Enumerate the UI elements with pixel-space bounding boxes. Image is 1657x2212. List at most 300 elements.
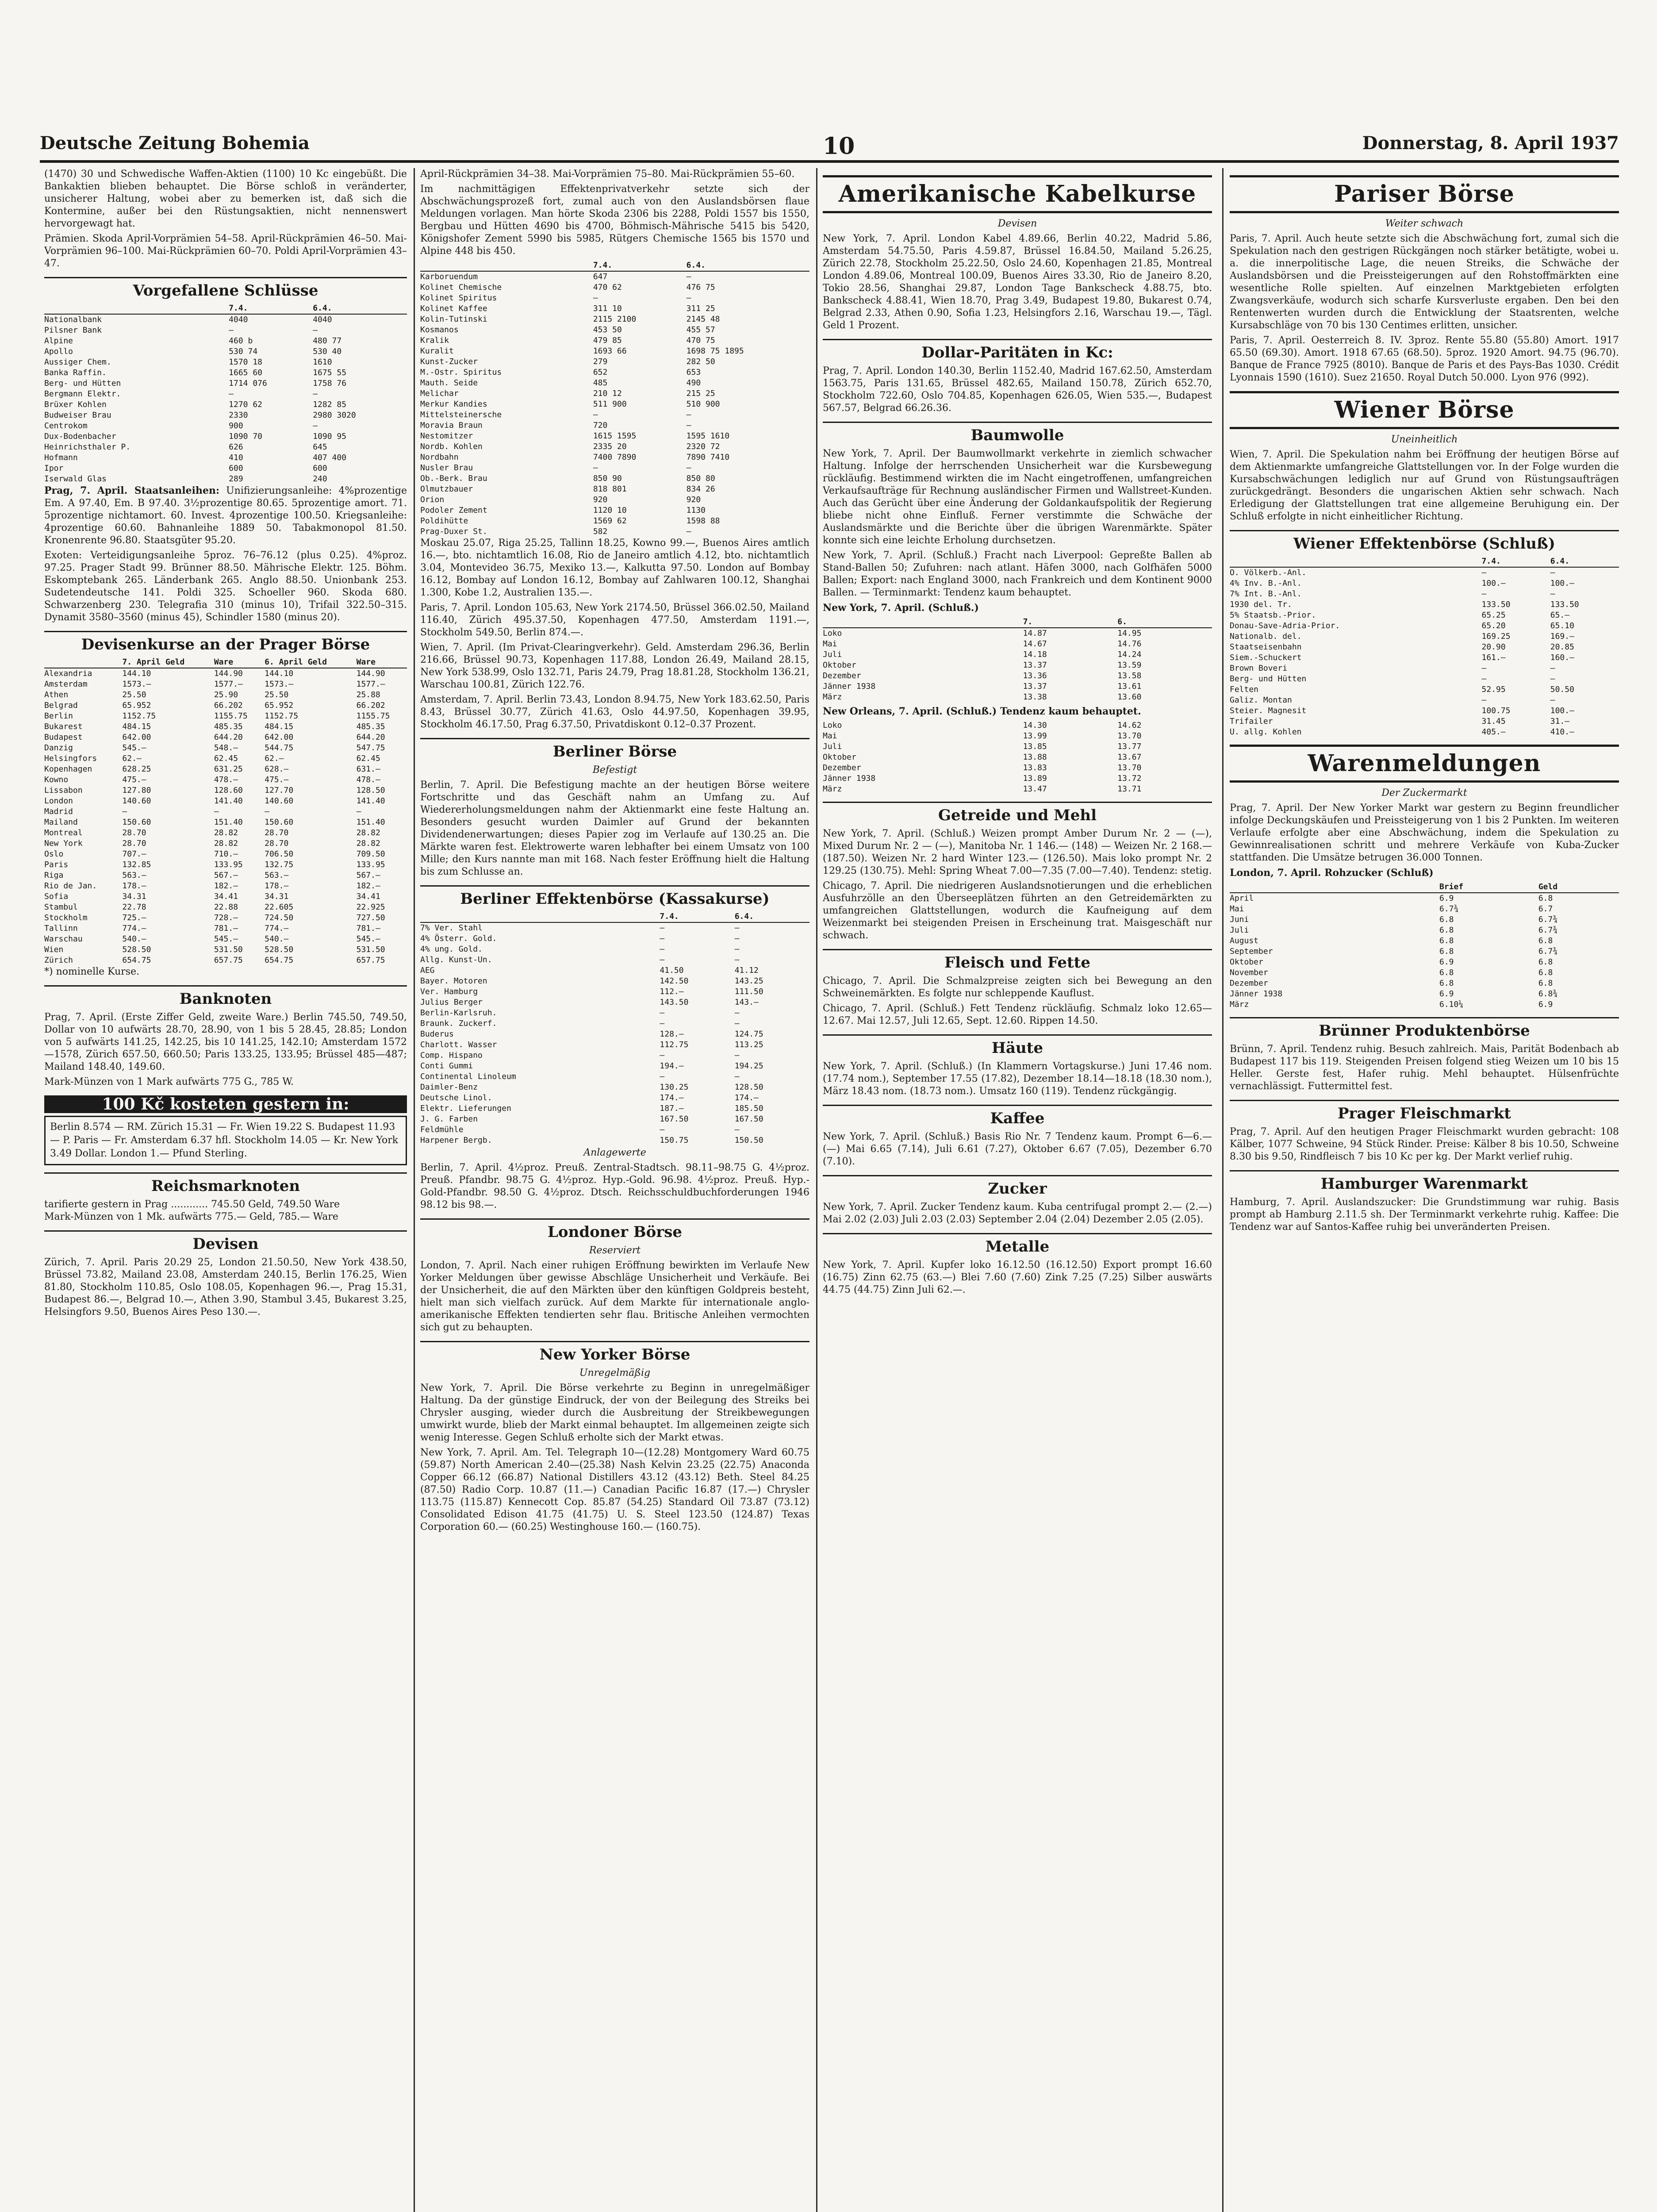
table-cell: 470 62 (593, 283, 622, 292)
table-row (1230, 957, 1619, 968)
table-row (420, 1029, 809, 1040)
table-cell: 62.45 (214, 754, 238, 763)
table-row (420, 388, 809, 399)
table-row (823, 628, 1212, 639)
section-title: Dollar-Paritäten in Kc: (823, 339, 1212, 362)
effekten-table (420, 911, 809, 1146)
table-cell: 548.— (214, 743, 238, 753)
wien-stock-table (1230, 556, 1619, 737)
neworleans-table (823, 720, 1212, 795)
table-cell: Kolin-Tutinski (420, 315, 487, 324)
table-cell: 13.61 (1117, 682, 1142, 691)
table-cell: 65.952 (265, 701, 294, 710)
table-cell: 1155.75 (214, 711, 248, 721)
table-cell: 460 b (229, 336, 253, 346)
table-row (1230, 631, 1619, 642)
article-text: Hamburg, 7. April. Auslandszucker: Die Grundstimmung war ruhig. Basis prompt ab Hamburg 2.11.5 sh. Der Terminmarkt verkehrte ruhig. Kaffee: Die Tendenz war auf Santos-Kaffee ruhig bei unveränderten Preisen. (1230, 1197, 1619, 1233)
table-row (1230, 706, 1619, 716)
section-title: Wiener Effektenbörse (Schluß) (1230, 530, 1619, 553)
table-cell: 600 (313, 464, 327, 473)
table-cell: 1714 076 (229, 379, 267, 388)
table-cell: Alpine (44, 336, 73, 346)
table-cell: Apollo (44, 347, 73, 356)
table-row (823, 681, 1212, 692)
table-cell: Jänner 1938 (1230, 989, 1283, 998)
table-cell: 707.— (122, 849, 146, 859)
table-row (44, 668, 407, 679)
table-cell: 510 900 (686, 399, 720, 409)
table-cell: 478.— (214, 775, 238, 784)
table-cell: 160.— (1550, 653, 1574, 662)
table-cell: Buderus (420, 1029, 454, 1039)
table-cell: 628.25 (122, 764, 151, 774)
table-row (44, 828, 407, 838)
table-row (420, 933, 809, 944)
table-cell: 128.60 (214, 786, 243, 795)
table-cell: Sofia (44, 892, 69, 901)
table-cell: 657.75 (214, 956, 243, 965)
table-cell: 7% Ver. Stahl (420, 923, 483, 933)
table-row (1230, 999, 1619, 1010)
table-cell: 407 400 (313, 453, 347, 462)
table-cell: Siem.-Schuckert (1230, 653, 1302, 662)
table-cell: 657.75 (356, 956, 385, 965)
table-cell: 34.41 (356, 892, 380, 901)
table-cell: 132.85 (122, 860, 151, 869)
table-row (823, 731, 1212, 741)
table-cell: 563.— (265, 871, 289, 880)
table-cell: 631.— (356, 764, 380, 774)
table-cell: — (1481, 695, 1487, 705)
table-row (44, 817, 407, 828)
table-cell: 1573.— (265, 680, 294, 689)
table-cell: 834 26 (686, 484, 715, 494)
table-row (420, 1050, 809, 1061)
table-cell: — (734, 945, 740, 954)
column-header (823, 617, 1023, 628)
table-cell: 169.25 (1481, 632, 1511, 641)
column-1 (44, 168, 407, 2212)
table-cell: 600 (229, 464, 243, 473)
table-cell: — (1550, 664, 1555, 673)
table-cell: 1090 70 (229, 432, 262, 441)
table-row (44, 357, 407, 368)
table-cell: 455 57 (686, 325, 715, 334)
table-cell: 2115 2100 (593, 315, 637, 324)
table-cell: 6.8 (1439, 968, 1454, 977)
table-cell: Heinrichsthaler P. (44, 442, 131, 452)
table-cell: 133.50 (1481, 600, 1511, 609)
table-cell: Juli (823, 742, 842, 751)
table-cell: 14.95 (1117, 629, 1142, 638)
table-cell: 410 (229, 453, 243, 462)
table-cell: 480 77 (313, 336, 342, 346)
table-cell: Kowno (44, 775, 69, 784)
table-cell: 7% Int. B.-Anl. (1230, 589, 1302, 599)
table-row (44, 775, 407, 785)
table-cell: 1595 1610 (686, 431, 730, 441)
table-cell: 22.88 (214, 902, 238, 912)
table-cell: 13.77 (1117, 742, 1142, 751)
table-cell: Bergmann Elektr. (44, 389, 121, 399)
table-cell: 182.— (356, 881, 380, 891)
table-cell: 28.82 (214, 828, 238, 837)
table-cell: 626 (229, 442, 243, 452)
table-header-row (44, 657, 407, 668)
table-cell: 1693 66 (593, 346, 627, 356)
table-cell: Berlin (44, 711, 73, 721)
table-cell: Jänner 1938 (823, 682, 876, 691)
table-cell: 563.— (122, 871, 146, 880)
table-cell: 920 (593, 495, 608, 504)
table-row (1230, 893, 1619, 904)
table-cell: Comp. Hispano (420, 1051, 483, 1060)
table-cell: Montreal (44, 828, 83, 837)
table-cell: 25.88 (356, 690, 380, 699)
table-cell: 14.67 (1023, 639, 1047, 649)
table-cell: 34.41 (214, 892, 238, 901)
table-cell: New York (44, 839, 83, 848)
table-cell: 476 75 (686, 283, 715, 292)
table-row (1230, 599, 1619, 610)
table-cell: — (265, 807, 270, 816)
table-cell: 2330 (229, 411, 248, 420)
article-text: New York, 7. April. London Kabel 4.89.66, Berlin 40.22, Madrid 5.86, Amsterdam 54.75.50, Paris 4.59.87, Brüssel 16.84.50, Mailand 5.26.25, Zürich 22.78, Stockholm 25.22.50, Oslo 24.60, Kopenhagen 21.85, Montreal London 4.89.06, Montreal 100.09, Buenos Aires 33.30, Rio de Janeiro 8.20, Tokio 28.56, Shanghai 29.87, London Tage Bankscheck 4.88.75, bto. Bankscheck 4.88.41, Wien 18.70, Prag 3.49, Budapest 19.80, Bukarest 0.74, Belgrad 2.33, Athen 0.90, Sofia 1.23, Helsingfors 2.16, Warschau 19.—, Tägl. Geld 1 Prozent. (823, 233, 1212, 331)
table-cell: 475.— (265, 775, 289, 784)
table-cell: 279 (593, 357, 608, 366)
table-cell: 1090 95 (313, 432, 347, 441)
table-cell: Danzig (44, 743, 73, 753)
table-cell: 34.31 (122, 892, 146, 901)
devisen-table (44, 657, 407, 966)
table-cell: 2335 20 (593, 442, 627, 451)
section-subtitle: Anlagewerte (583, 1147, 646, 1158)
table-cell: 150.75 (660, 1136, 689, 1145)
table-cell: 182.— (214, 881, 238, 891)
table-cell: 22.925 (356, 902, 385, 912)
table-cell: 133.95 (356, 860, 385, 869)
section-subtitle: Der Zuckermarkt (1381, 787, 1467, 799)
table-cell: Kolinet Spiritus (420, 293, 497, 303)
table-cell: 1155.75 (356, 711, 390, 721)
table-cell: 124.75 (734, 1029, 763, 1039)
table-cell: Trifailer (1230, 717, 1273, 726)
column-header: Ware (357, 657, 407, 668)
table-row (44, 870, 407, 881)
table-cell: 127.70 (265, 786, 294, 795)
table-cell: 547.75 (356, 743, 385, 753)
table-cell: 13.99 (1023, 731, 1047, 741)
table-row (420, 1114, 809, 1125)
article-text: New York, 7. April. (Schluß.) Fracht nach Liverpool: Gepreßte Ballen ab Stand-Ballen 50; Zufuhren: nach atlant. Häfen 3000, nach Golfhäfen 5000 Ballen; Export: nach England 3000, nach Frankreich und dem Kontinent 9000 Ballen. — Terminmarkt: Tendenz kaum behauptet. (823, 550, 1212, 598)
table-cell: Kosmanos (420, 325, 459, 334)
article-text: New York, 7. April. Kupfer loko 16.12.50 (16.12.50) Export prompt 16.60 (16.75) Zinn 62.75 (63.—) Blei 7.60 (7.60) Zink 7.25 (7.25) Silber auswärts 44.75 (44.75) Zinn Juli 62.—. (823, 1260, 1212, 1295)
table-cell: 6.8 (1538, 968, 1553, 977)
section-title: Häute (823, 1034, 1212, 1058)
section-title: Berliner Effektenbörse (Kassakurse) (420, 885, 809, 909)
table-cell: 65.20 (1481, 621, 1506, 630)
article-text: New York, 7. April. (Schluß.) (In Klammern Vortagskurse.) Juni 17.46 nom. (17.74 nom.), September 17.55 (17.82), Dezember 18.14—18.18 (18.30 nom.), März 18.43 nom. (18.73 nom.). Umsatz 160 (119). Tendenz rückgängig. (823, 1061, 1212, 1097)
table-cell: 41.50 (660, 966, 684, 975)
table-cell: — (214, 807, 219, 816)
table-cell: 112.— (660, 987, 684, 996)
table-cell: 6.7¾ (1538, 926, 1558, 935)
table-cell: 1270 62 (229, 400, 262, 409)
article-text (44, 484, 407, 547)
table-row (420, 922, 809, 933)
table-cell: 1698 75 1895 (686, 346, 744, 356)
table-cell: 13.83 (1023, 763, 1047, 772)
table-cell: — (734, 1008, 740, 1018)
table-cell: Budapest (44, 733, 83, 742)
table-row (44, 923, 407, 934)
table-header-row (44, 303, 407, 314)
table-cell: 178.— (265, 881, 289, 891)
section-title: Banknoten (44, 985, 407, 1009)
table-cell: 25.50 (265, 690, 289, 699)
table-cell: 13.71 (1117, 784, 1142, 794)
table-row (44, 753, 407, 764)
article-text: Chicago, 7. April. (Schluß.) Fett Tendenz rückläufig. Schmalz loko 12.65—12.67. Mai 12.57, Juli 12.65, Sept. 12.60. Rippen 14.50. (823, 1003, 1212, 1026)
table-row (420, 282, 809, 293)
table-cell: Dux-Bodenbacher (44, 432, 116, 441)
table-cell: Berg- und Hütten (1230, 674, 1307, 684)
table-cell: 100.— (1550, 579, 1574, 588)
table-cell: 654.75 (265, 956, 294, 965)
table-cell: 1615 1595 (593, 431, 637, 441)
table-cell: 167.50 (660, 1114, 689, 1124)
table-cell: 13.70 (1117, 731, 1142, 741)
table-cell: — (313, 326, 318, 335)
table-cell: 34.31 (265, 892, 289, 901)
table-cell: 28.70 (122, 828, 146, 837)
table-cell: Brown Boveri (1230, 664, 1288, 673)
table-row (420, 452, 809, 463)
table-cell: 65.— (1550, 611, 1570, 620)
table-cell: 13.60 (1117, 692, 1142, 702)
table-cell: 1577.— (214, 680, 243, 689)
table-cell: Juni (1230, 915, 1249, 924)
table-cell: 531.50 (214, 945, 243, 954)
table-cell: 2980 3020 (313, 411, 356, 420)
table-cell: 781.— (214, 924, 238, 933)
table-cell: Paris (44, 860, 69, 869)
table-cell: 540.— (265, 934, 289, 944)
table-cell: 141.40 (356, 796, 385, 806)
table-row (44, 325, 407, 336)
table-cell: — (734, 1125, 740, 1134)
table-row (1230, 968, 1619, 978)
table-cell: 644.20 (356, 733, 385, 742)
box-title: 100 Kč kosteten gestern in: (44, 1095, 407, 1113)
table-cell: 652 (593, 368, 608, 377)
section-title: Zucker (823, 1175, 1212, 1198)
table-cell: März (823, 692, 842, 702)
article-text: New York, 7. April. Am. Tel. Telegraph 10—(12.28) Montgomery Ward 60.75 (59.87) North American 2.40—(25.38) Nash Kelvin 23.25 (22.75) Anaconda Copper 66.12 (66.87) National Distillers 43.12 (43.12) Beth. Steel 84.25 (87.50) Radio Corp. 10.87 (11.—) Canadian Pacific 16.87 (17.—) Chrysler 113.75 (115.87) Kennecott Cop. 85.87 (54.25) Standard Oil 73.87 (73.12) Consolidated Edison 41.75 (41.75) U. S. Steel 123.50 (124.87) Texas Corporation 60.— (60.25) Westinghouse 160.— (160.75). (420, 1447, 809, 1532)
column-header: 6. April Geld (265, 657, 356, 668)
table-row (1230, 936, 1619, 946)
table-row (420, 955, 809, 965)
section-title: Wiener Börse (1230, 391, 1619, 429)
table-row (1230, 610, 1619, 621)
table-cell: 653 (686, 368, 701, 377)
table-cell: 22.605 (265, 902, 294, 912)
table-cell: 22.78 (122, 902, 146, 912)
table-cell: Riga (44, 871, 64, 880)
table-row (823, 741, 1212, 752)
table-cell: 6.8 (1538, 894, 1553, 903)
table-cell: — (1550, 589, 1555, 599)
table-row (44, 764, 407, 775)
table-cell: 28.82 (356, 828, 380, 837)
table-cell: 710.— (214, 849, 238, 859)
table-cell: — (734, 934, 740, 943)
table-cell: 66.202 (214, 701, 243, 710)
article-text: tarifierte gestern in Prag ............ 745.50 Geld, 749.50 Ware Mark-Münzen von 1 Mk. aufwärts 775.— Geld, 785.— Ware (44, 1199, 340, 1222)
table-cell: 6.8¾ (1538, 989, 1558, 998)
table-cell: 453 50 (593, 325, 622, 334)
table-row (1230, 946, 1619, 957)
table-cell: Poldihütte (420, 516, 468, 526)
table-cell: 642.00 (265, 733, 294, 742)
table-cell: September (1230, 947, 1273, 956)
table-row (44, 902, 407, 913)
table-cell: 13.37 (1023, 661, 1047, 670)
table-cell: — (593, 293, 598, 303)
table-cell: 128.50 (734, 1083, 763, 1092)
article-text: Prämien. Skoda April-Vorprämien 54–58. April-Rückprämien 46–50. Mai-Vorprämien 96–100. Mai-Rückprämien 60–70. Poldi April-Vorprämien 43–47. (44, 233, 407, 269)
table-note: *) nominelle Kurse. (44, 966, 140, 977)
table-cell: 31.45 (1481, 717, 1506, 726)
article-lead: Prag, 7. April. Staatsanleihen: (44, 485, 220, 496)
table-cell: 405.— (1481, 727, 1506, 737)
table-cell: Pilsner Bank (44, 326, 102, 335)
table-cell: 7890 7410 (686, 453, 730, 462)
table-cell: — (593, 463, 598, 472)
table-cell: 13.59 (1117, 661, 1142, 670)
table-cell: — (660, 1008, 665, 1018)
column-3 (823, 168, 1212, 2212)
section-title: Amerikanische Kabelkurse (823, 175, 1212, 213)
table-cell: London (44, 796, 73, 806)
table-cell: Galiz. Montan (1230, 695, 1292, 705)
table-row (44, 474, 407, 484)
section-title: Reichsmarknoten (44, 1172, 407, 1196)
table-row (420, 944, 809, 955)
table-cell: 13.85 (1023, 742, 1047, 751)
table-row (823, 692, 1212, 703)
article-text: Paris, 7. April. Oesterreich 8. IV. 3proz. Rente 55.80 (55.80) Amort. 1917 65.50 (69.30). Amort. 1918 67.65 (68.50). 5proz. 1920 Amort. 94.75 (96.70). Banque de France 7925 (8010). Banque de Paris et des Pays-Bas 1030. Crédit Lyonnais 1590 (1610). Suez 21650. Royal Dutch 50.000. Lyon 976 (992). (1230, 335, 1619, 383)
table-cell: Kolinet Kaffee (420, 304, 487, 313)
table-row (44, 346, 407, 357)
table-cell: 141.40 (214, 796, 243, 806)
table-cell: November (1230, 968, 1268, 977)
table-cell: 1282 85 (313, 400, 347, 409)
table-cell: 143.— (734, 998, 759, 1007)
table-cell: Podoler Zement (420, 506, 487, 515)
table-cell: Kunst-Zucker (420, 357, 478, 366)
table-row (420, 346, 809, 357)
table-cell: Nestomitzer (420, 431, 473, 441)
table-cell: 6.7¾ (1439, 904, 1459, 914)
table-cell: 13.72 (1117, 774, 1142, 783)
table-cell: 475.— (122, 775, 146, 784)
table-row (420, 1018, 809, 1029)
table-cell: Mai (1230, 904, 1244, 914)
article-text: Moskau 25.07, Riga 25.25, Tallinn 18.25, Kowno 99.—, Buenos Aires amtlich 16.—, bto. nichtamtlich 16.08, Rio de Janeiro amtlich 4.12, bto. nichtamtlich 3.04, Montevideo 36.75, Mexiko 13.—, Kalkutta 97.50. London auf Bombay 16.12, Bombay auf London 16.12, Bombay auf Zahlwaren 100.12, Shanghai 1.300, Kobe 1.2, Australien 135.—. (420, 538, 809, 598)
header-rule (40, 160, 1619, 163)
table-cell: 1152.75 (122, 711, 156, 721)
table-cell: 720 (593, 421, 608, 430)
table-row (44, 314, 407, 325)
table-cell: April (1230, 894, 1254, 903)
table-cell: 6.7 (1538, 904, 1553, 914)
table-cell: Charlott. Wasser (420, 1040, 497, 1049)
table-cell: 774.— (122, 924, 146, 933)
table-cell: 215 25 (686, 389, 715, 398)
table-cell: 644.20 (214, 733, 243, 742)
table-cell: Continental Linoleum (420, 1072, 516, 1081)
table-row (1230, 989, 1619, 999)
table-cell: Stambul (44, 902, 78, 912)
table-cell: 6.9 (1538, 1000, 1553, 1009)
table-cell: 781.— (356, 924, 380, 933)
table-cell: Juli (823, 650, 842, 659)
table-row (420, 303, 809, 314)
table-cell: 150.50 (734, 1136, 763, 1145)
table-row (420, 335, 809, 346)
table-row (420, 410, 809, 420)
section-title: Pariser Börse (1230, 175, 1619, 213)
table-cell: Staatseisenbahn (1230, 642, 1302, 652)
table-cell: — (734, 955, 740, 964)
table-cell: 1665 60 (229, 368, 262, 377)
table-cell: 724.50 (265, 913, 294, 922)
table-cell: 6.8 (1439, 915, 1454, 924)
column-header: Ware (214, 657, 265, 668)
table-row (823, 671, 1212, 681)
column-header: 7. (1023, 617, 1118, 628)
section-subtitle: Uneinheitlich (1391, 434, 1458, 445)
issue-date: Donnerstag, 8. April 1937 (1362, 133, 1619, 154)
section-title: New Yorker Börse (420, 1341, 809, 1364)
stock-table (420, 260, 809, 537)
table-cell: Amsterdam (44, 680, 88, 689)
table-cell: 178.— (122, 881, 146, 891)
column-header: 7.4. (660, 911, 734, 922)
table-cell: 52.95 (1481, 685, 1506, 694)
table-row (44, 389, 407, 399)
table-cell: 311 25 (686, 304, 715, 313)
article-text: New York, 7. April. Zucker Tendenz kaum. Kuba centrifugal prompt 2.— (2.—) Mai 2.02 (2.03) Juli 2.03 (2.03) September 2.04 (2.04) Dezember 2.05 (2.05). (823, 1202, 1212, 1225)
table-cell: 6.8 (1538, 936, 1553, 945)
table-cell: Oktober (823, 753, 856, 762)
table-caption: New Orleans, 7. April. (Schluß.) Tendenz kaum behauptet. (823, 706, 1141, 717)
table-cell: Berg- und Hütten (44, 379, 121, 388)
table-row (44, 796, 407, 806)
table-cell: 528.50 (265, 945, 294, 954)
table-row (44, 336, 407, 346)
table-cell: 6.8 (1439, 979, 1454, 988)
table-row (420, 965, 809, 976)
table-row (1230, 914, 1619, 925)
table-cell: 169.— (1550, 632, 1574, 641)
table-cell: 485 (593, 378, 608, 388)
table-row (420, 378, 809, 388)
table-cell: — (734, 1051, 740, 1060)
table-row (823, 773, 1212, 784)
table-cell: Nordbahn (420, 453, 459, 462)
